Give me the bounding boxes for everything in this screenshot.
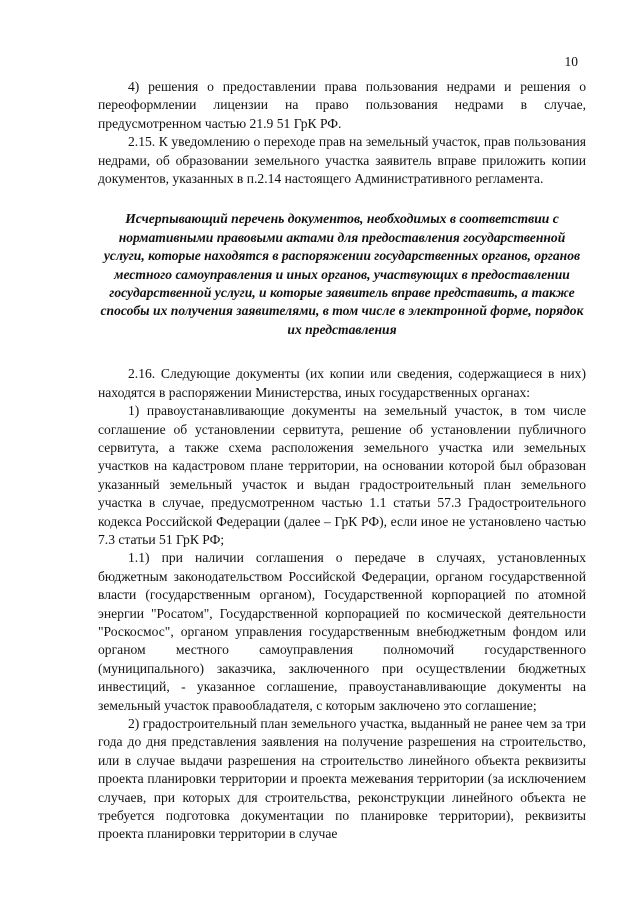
- paragraph-2-15: 2.15. К уведомлению о переходе прав на земельный участок, прав пользования недрами, об образовании земельного участка заявитель вправе приложить копии документов, указанных в п.2.14 настоящего Административного регламента.: [98, 134, 586, 187]
- paragraph-item-2: 2) градостроительный план земельного участка, выданный не ранее чем за три года до дня представления заявления на получение разрешения на строительство, или в случае выдачи разрешения на строительство линейного объекта реквизиты проекта планировки территории и проекта межевания территории (за исключением случаев, при которых для строительства, реконструкции линейного объекта не требуется подготовка документации по планировке территории), реквизиты проекта планировки территории в случае: [98, 716, 586, 842]
- paragraph-item-1: 1) правоустанавливающие документы на земельный участок, в том числе соглашение об установлении сервитута, решение об установлении публичного сервитута, а также схема расположения земельного участка или земельных участков на кадастровом плане территории, на основании которой был образован указанный земельный участок и выдан градостроительный план земельного участка в случае, предусмотренном частью 1.1 статьи 57.3 Градостроительного кодекса Российской Федерации (далее – ГрК РФ), если иное не установлено частью 7.3 статьи 51 ГрК РФ;: [98, 403, 586, 547]
- page-number: 10: [564, 54, 578, 69]
- paragraph-2-16: 2.16. Следующие документы (их копии или сведения, содержащиеся в них) находятся в распоряжении Министерства, иных государственных органах:: [98, 366, 586, 400]
- document-body: [98, 78, 586, 844]
- paragraph-item-4: 4) решения о предоставлении права пользования недрами и решения о переоформлении лицензии на право пользования недрами в случае, предусмотренном частью 21.9 51 ГрК РФ.: [98, 79, 586, 131]
- paragraph-item-1-1: 1.1) при наличии соглашения о передаче в случаях, установленных бюджетным законодательством Российской Федерации, органом государственной власти (государственным органом), Государственной корпорацией по атомной энергии "Росатом", Государственной корпорацией по космической деятельности "Роскосмос", органом управления государственным внебюджетным фондом или органом местного самоуправления полномочий государственного (муниципального) заказчика, заключенного при осуществлении бюджетных инвестиций, - указанное соглашение, правоустанавливающие документы на земельный участок правообладателя, с которым заключено это соглашение;: [98, 550, 586, 713]
- section-heading: Исчерпывающий перечень документов, необходимых в соответствии с нормативными правовыми актами для предоставления государственной услуги, которые находятся в распоряжении государственных органов, органов местного самоуправления и иных органов, участвующих в предоставлении государственной услуги, и которые заявитель вправе представить, а также способы их получения заявителями, в том числе в электронной форме, порядок их представления: [100, 211, 584, 337]
